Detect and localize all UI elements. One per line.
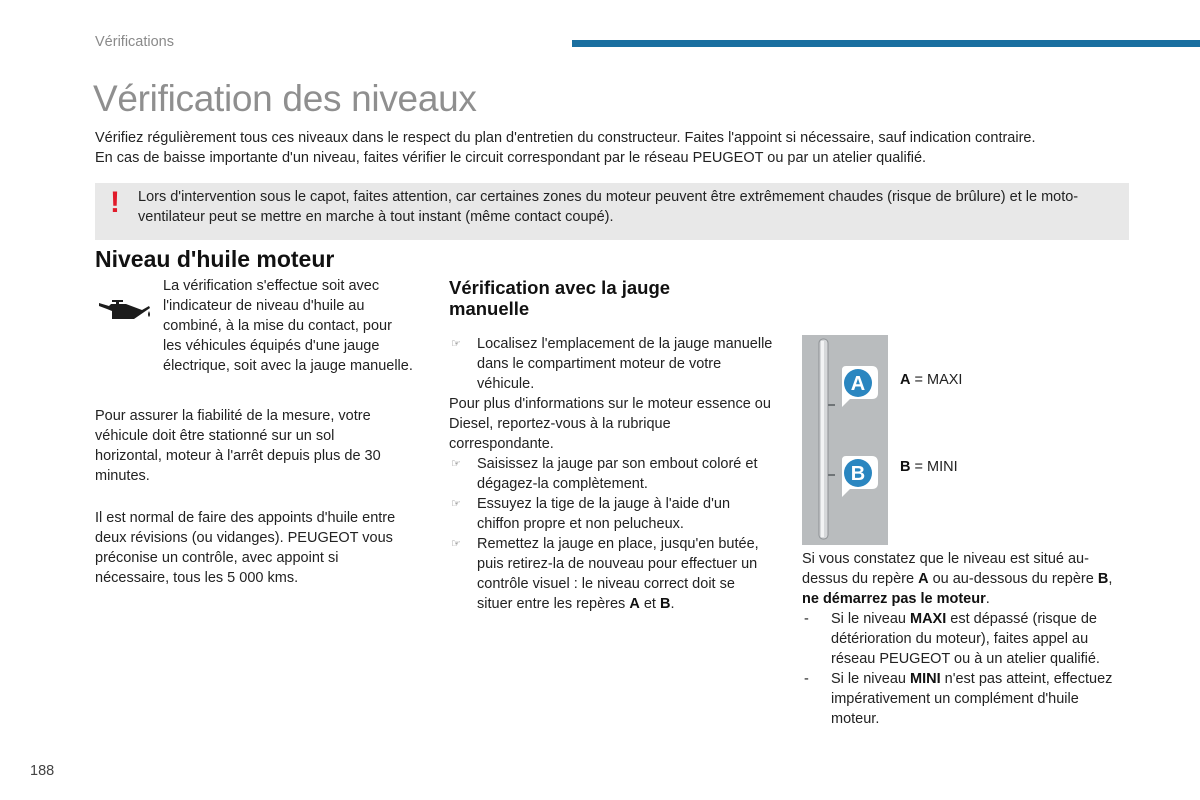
manual-check-steps — [449, 334, 774, 614]
step-item — [449, 494, 774, 534]
level-check-notes — [802, 549, 1127, 729]
section-label: Vérifications — [95, 34, 174, 50]
legend-mini: B = MINI — [900, 459, 958, 475]
step-item — [449, 454, 774, 494]
hand-pointer-icon: ☞ — [451, 458, 461, 470]
step-text: Localisez l'emplacement de la jauge manuelle dans le compartiment moteur de votre véhicule. — [477, 336, 773, 392]
hand-pointer-icon: ☞ — [451, 498, 461, 510]
dipstick-illustration — [802, 335, 888, 545]
step-text: Saisissez la jauge par son embout coloré et dégagez-la complètement. — [477, 456, 758, 492]
warning-text: Lors d'intervention sous le capot, faites attention, car certaines zones du moteur peuvent être extrêmement chaudes (risque de brûlure) et le moto-ventilateur peut se mettre en marche à tout instant (même contact coupé). — [138, 189, 1079, 225]
header-accent-rule — [572, 40, 1200, 47]
intro-line-1: Vérifiez régulièrement tous ces niveaux dans le respect du plan d'entretien du constructeur. Faites l'appoint si nécessaire, sauf indication contraire. — [95, 130, 1036, 146]
oil-topup-paragraph: Il est normal de faire des appoints d'huile entre deux révisions (ou vidanges). PEUGEOT vous préconise un contrôle, avec appoint si nécessaire, tous les 5 000 kms. — [95, 510, 396, 586]
intro-text — [95, 128, 1135, 168]
warning-exclamation-icon: ! — [110, 186, 120, 219]
step-text: Remettez la jauge en place, jusqu'en butée, puis retirez-la de nouveau pour effectuer un contrôle visuel : le niveau correct doit se situer entre les repères A et B. — [477, 536, 759, 612]
oil-conditions-paragraph: Pour assurer la fiabilité de la mesure, votre véhicule doit être stationné sur un sol horizontal, moteur à l'arrêt depuis plus de 30 minutes. — [95, 408, 381, 484]
step-item — [449, 534, 774, 614]
dash-marker: - — [804, 671, 809, 687]
step-item — [449, 334, 774, 394]
list-item: - Si le niveau MAXI est dépassé (risque de détérioration du moteur), faites appel au réseau PEUGEOT ou à un atelier qualifié. — [804, 611, 1100, 667]
hand-pointer-icon: ☞ — [451, 338, 461, 350]
level-warning-paragraph: Si vous constatez que le niveau est situé au-dessus du repère A ou au-dessous du repère B, ne démarrez pas le moteur. — [802, 551, 1113, 607]
intro-line-2: En cas de baisse importante d'un niveau, faites vérifier le circuit correspondant par le réseau PEUGEOT ou par un atelier qualifié. — [95, 150, 927, 166]
marker-b-letter: B — [850, 463, 866, 485]
oil-intro-paragraph: La vérification s'effectue soit avec l'indicateur de niveau d'huile au combiné, à la mise du contact, pour les véhicules équipés d'une jauge électrique, soit avec la jauge manuelle. — [163, 278, 413, 374]
page-number: 188 — [30, 763, 55, 779]
dash-marker: - — [804, 611, 809, 627]
step-text: Essuyez la tige de la jauge à l'aide d'un chiffon propre et non pelucheux. — [477, 496, 731, 532]
engine-info-note: Pour plus d'informations sur le moteur essence ou Diesel, reportez-vous à la rubrique correspondante. — [449, 396, 771, 452]
marker-a-letter: A — [850, 373, 866, 395]
oil-level-heading: Niveau d'huile moteur — [95, 246, 335, 272]
hand-pointer-icon: ☞ — [451, 538, 461, 550]
list-item: - Si le niveau MINI n'est pas atteint, effectuez impérativement un complément d'huile moteur. — [804, 671, 1113, 727]
page-title: Vérification des niveaux — [93, 78, 477, 119]
legend-maxi: A = MAXI — [900, 372, 963, 388]
oil-can-icon — [96, 294, 154, 322]
manual-check-heading: Vérification avec la jauge manuelle — [449, 277, 671, 319]
